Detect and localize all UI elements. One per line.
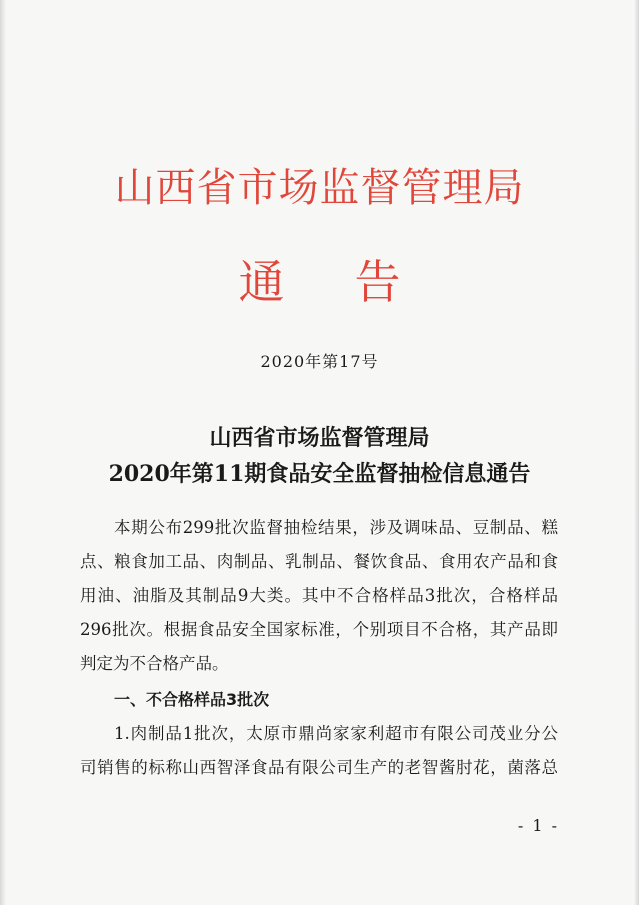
- issue-number: 2020年第17号: [260, 352, 379, 371]
- letterhead-agency-title: 山西省市场监督管理局: [114, 165, 525, 211]
- letterhead-notice-title: [0, 250, 639, 314]
- paragraph-1-line-3: 用油、油脂及其制品9大类。其中不合格样品3批次，合格样品: [80, 586, 558, 605]
- document-title-line-2: 2020年第11期食品安全监督抽检信息通告: [108, 461, 531, 487]
- section-1-heading: 一、不合格样品3批次: [114, 690, 270, 709]
- paragraph-2-line-1: 1.肉制品1批次，太原市鼎尚家家利超市有限公司茂业分公: [114, 724, 558, 743]
- paragraph-1-line-2: 点、粮食加工品、肉制品、乳制品、餐饮食品、食用农产品和食: [80, 552, 558, 571]
- paragraph-2-line-2: 司销售的标称山西智泽食品有限公司生产的老智酱肘花，菌落总: [80, 758, 558, 777]
- document-title-line-1: 山西省市场监督管理局: [209, 425, 430, 451]
- notice-char-2: 告: [354, 255, 401, 309]
- paragraph-1-line-4: 296批次。根据食品安全国家标准，个别项目不合格，其产品即: [80, 620, 558, 639]
- paragraph-1-line-5: 判定为不合格产品。: [80, 654, 229, 673]
- page-number: - 1 -: [517, 816, 559, 835]
- notice-char-1: 通: [238, 255, 285, 309]
- paragraph-1-line-1: 本期公布299批次监督抽检结果，涉及调味品、豆制品、糕: [114, 518, 558, 537]
